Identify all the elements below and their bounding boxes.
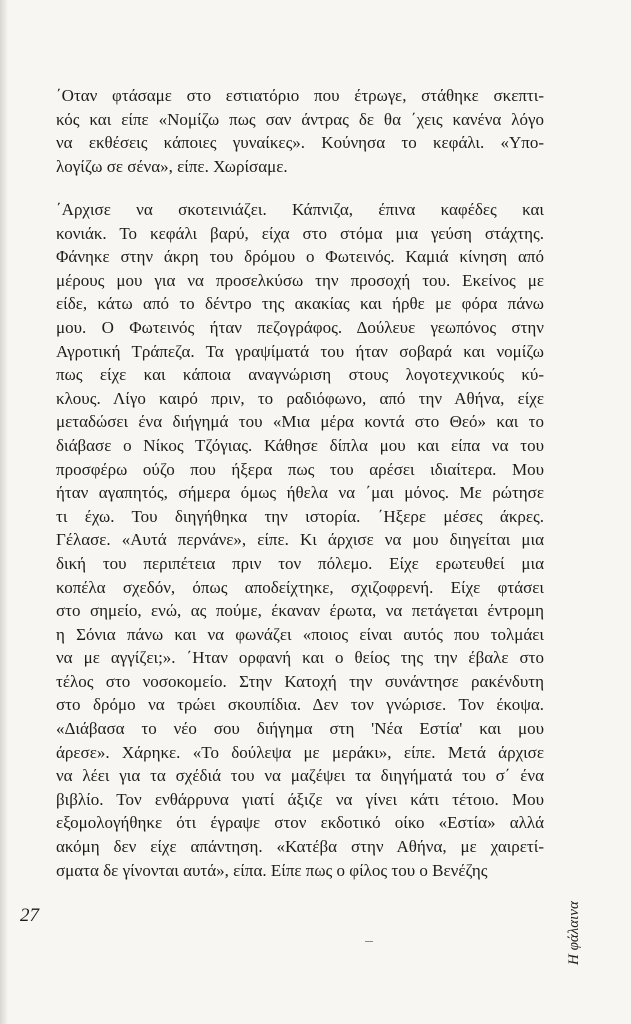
text-line: προσφέρω ούζο που ήξερα πως του αρέσει ιδιαίτερα. Μου xyxy=(56,459,544,479)
running-title-text: Η φάλαινα xyxy=(566,901,582,965)
text-line: διάβασε ο Νίκος Τζόγιας. Κάθησε δίπλα μου και είπα να του xyxy=(56,435,544,455)
text-line: ΄Αρχισε να σκοτεινιάζει. Κάπνιζα, έπινα καφέδες και xyxy=(56,200,544,219)
text-line: να εκθέσεις κάποιες γυναίκες». Κούνησα το κεφάλι. «Υπο- xyxy=(56,133,544,153)
text-line: τέλος στο νοσοκομείο. Στην Κατοχή την συνάντησε ρακένδυτη xyxy=(56,671,544,691)
text-line: μου. Ο Φωτεινός ήταν πεζογράφος. Δούλευε γεωπόνος στην xyxy=(56,317,544,337)
text-line: κλους. Λίγο καιρό πριν, το ραδιόφωνο, από την Αθήνα, είχε xyxy=(56,388,544,408)
text-line: λογίζω σε σένα», είπε. Χωρίσαμε. xyxy=(56,156,288,176)
text-line: Γέλασε. «Αυτά περνάνε», είπε. Κι άρχισε να μου διηγείται μια xyxy=(56,530,544,550)
text-line: «Διάβασα το νέο σου διήγημα στη 'Νέα Εστία' και μου xyxy=(56,719,544,739)
text-line: μέρους μου για να προσελκύσω την προσοχή του. Εκείνος με xyxy=(56,270,544,290)
text-line: κονιάκ. Το κεφάλι βαρύ, είχα στο στόμα μια γεύση στάχτης. xyxy=(56,223,544,243)
text-line: τι έχω. Του διηγήθηκα την ιστορία. ΄Ηξερε μέσες άκρες. xyxy=(56,506,544,526)
text-line: Αγροτική Τράπεζα. Τα γραψίματά του ήταν σοβαρά και νομίζω xyxy=(56,341,544,361)
paragraph-2 xyxy=(56,198,544,882)
text-line: μεταδώσει ένα διήγημά του «Μια μέρα κοντά στο Θεό» και το xyxy=(56,412,544,432)
print-mark xyxy=(365,941,373,942)
page-number: 27 xyxy=(20,905,39,926)
text-line: στο σημείο, ενώ, ας πούμε, έκαναν έρωτα, να πετάγεται έντρομη xyxy=(56,601,544,621)
text-line: ακόμη δεν είχε απάντηση. «Κατέβα στην Αθήνα, με χαιρετί- xyxy=(56,837,544,857)
text-line: να λέει για τα σχέδιά του να μαζέψει τα διηγήματά του σ΄ ένα xyxy=(56,766,544,786)
text-line: να με αγγίζει;». ΄Ηταν ορφανή και ο θείος της την έβαλε στο xyxy=(56,648,544,668)
text-line: δική του περιπέτεια πριν τον πόλεμο. Είχε ερωτευθεί μια xyxy=(56,553,544,573)
running-title xyxy=(566,805,586,965)
text-line: είδε, κάτω από το δέντρο της ακακίας και ήρθε με φόρα πάνω xyxy=(56,294,544,314)
text-line: ήταν αγαπητός, σήμερα όμως ήθελα να ΄μαι μόνος. Με ρώτησε xyxy=(56,483,544,503)
text-line: στο δρόμο να τρώει σκουπίδια. Δεν τον γνώρισε. Τον έκοψα. xyxy=(56,695,544,715)
text-line: σματα δε γίνονται αυτά», είπα. Είπε πως ο φίλος του ο Βενέζης xyxy=(56,860,488,880)
text-line: Φάνηκε στην άκρη του δρόμου ο Φωτεινός. Καμιά κίνηση από xyxy=(56,247,544,267)
page-edge-shadow xyxy=(0,0,8,1024)
text-line: η Σόνια πάνω και να φωνάζει «ποιος είναι αυτός που τολμάει xyxy=(56,624,544,644)
paragraph-1 xyxy=(56,84,544,178)
text-line: άρεσε». Χάρηκε. «Το δούλεψα με μεράκι», είπε. Μετά άρχισε xyxy=(56,742,544,762)
text-line: βιβλίο. Τον ενθάρρυνα γιατί άξιζε να γίνει κάτι τέτοιο. Μου xyxy=(56,789,544,809)
text-line: κός και είπε «Νομίζω πως σαν άντρας δε θα ΄χεις κανένα λόγο xyxy=(56,109,544,129)
text-line: ΄Οταν φτάσαμε στο εστιατόριο που έτρωγε, στάθηκε σκεπτι- xyxy=(56,86,544,105)
text-line: εξομολογήθηκε ότι έγραψε στον εκδοτικό οίκο «Εστία» αλλά xyxy=(56,813,544,833)
text-line: πως είχε και κάποια αναγνώριση στους λογοτεχνικούς κύ- xyxy=(56,365,544,385)
text-line: κοπέλα σχεδόν, όπως αποδείχτηκε, σχιζοφρενή. Είχε φτάσει xyxy=(56,577,544,597)
